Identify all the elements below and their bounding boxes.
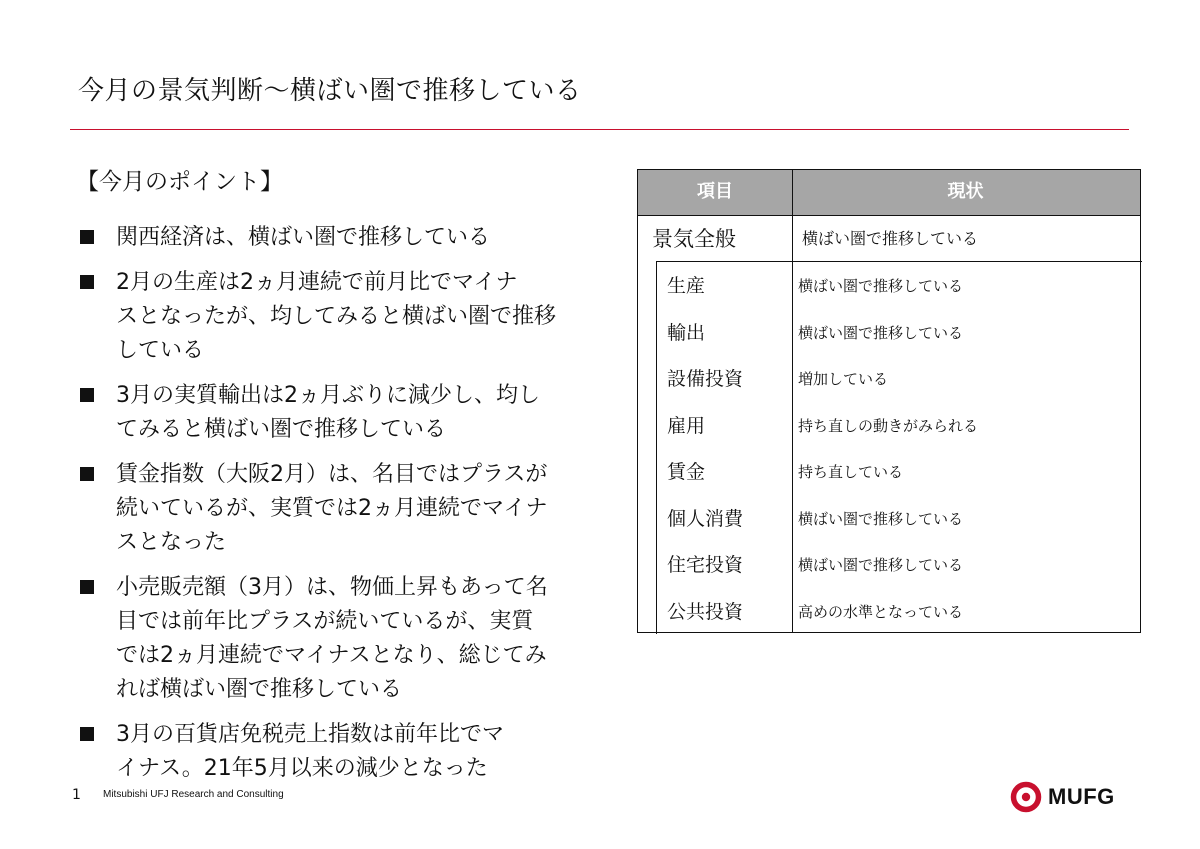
- row-status: 横ばい圏で推移している: [802, 229, 979, 248]
- bullet-text-line: 賃金指数（大阪2月）は、名目ではプラスが: [116, 462, 548, 487]
- row-label: 公共投資: [667, 600, 744, 623]
- mufg-logo: [1010, 780, 1125, 814]
- table-row: [638, 310, 1140, 357]
- square-bullet-icon: [80, 388, 94, 402]
- row-status: 横ばい圏で推移している: [798, 277, 964, 295]
- bullet-item: [80, 718, 600, 786]
- table-row: [638, 542, 1140, 589]
- table-row: [638, 356, 1140, 403]
- subitems-frame-top: [656, 261, 1142, 262]
- bullet-text-line: 3月の実質輸出は2ヵ月ぶりに減少し、均し: [116, 383, 540, 408]
- table-row-overall: [638, 216, 1140, 262]
- row-label: 賃金: [667, 461, 706, 483]
- row-label: 住宅投資: [667, 554, 744, 576]
- bullet-item: [80, 571, 600, 707]
- row-label: 景気全般: [652, 227, 736, 251]
- bullet-item: [80, 458, 600, 560]
- square-bullet-icon: [80, 580, 94, 594]
- bullet-text-line: 関西経済は、横ばい圏で推移している: [116, 225, 491, 250]
- bullet-text-line: イナス。21年5月以来の減少となった: [116, 756, 488, 781]
- bullet-text-line: てみると横ばい圏で推移している: [116, 417, 447, 442]
- points-heading: 【今月のポイント】: [76, 169, 283, 195]
- bullet-text-line: している: [116, 338, 205, 363]
- bullet-text-line: では2ヵ月連続でマイナスとなり、総じてみ: [116, 643, 547, 668]
- bullet-text-line: スとなった: [116, 530, 227, 555]
- table-row: [638, 496, 1140, 543]
- row-label: 個人消費: [667, 507, 744, 530]
- bullet-list: [80, 221, 600, 797]
- page-title: 今月の景気判断～横ばい圏で推移している: [78, 76, 582, 106]
- row-label: 設備投資: [667, 368, 744, 390]
- row-label: 輸出: [667, 321, 706, 344]
- bullet-item: [80, 379, 600, 447]
- row-status: 横ばい圏で推移している: [798, 323, 964, 342]
- row-label: 雇用: [667, 414, 706, 437]
- logo-text: MUFG: [1048, 784, 1115, 809]
- table-header: [638, 170, 1140, 216]
- bullet-text-line: 3月の百貨店免税売上指数は前年比でマ: [116, 722, 504, 747]
- row-status: 持ち直しの動きがみられる: [798, 416, 979, 435]
- table-row: [638, 589, 1140, 636]
- table-row: [638, 449, 1140, 496]
- economic-status-table: [637, 169, 1141, 633]
- row-label: 生産: [667, 275, 706, 297]
- bullet-item: [80, 221, 600, 255]
- bullet-text-line: 小売販売額（3月）は、物価上昇もあって名: [116, 575, 548, 600]
- row-status: 増加している: [798, 370, 889, 388]
- row-status: 横ばい圏で推移している: [798, 556, 964, 574]
- title-divider: [70, 129, 1129, 130]
- square-bullet-icon: [80, 275, 94, 289]
- header-item: 項目: [697, 181, 733, 202]
- company-name: Mitsubishi UFJ Research and Consulting: [103, 789, 284, 800]
- header-status: 現状: [947, 181, 984, 202]
- square-bullet-icon: [80, 727, 94, 741]
- bullet-text-line: スとなったが、均してみると横ばい圏で推移: [116, 304, 557, 329]
- table-row: [638, 263, 1140, 310]
- bullet-text-line: 続いているが、実質では2ヵ月連続でマイナ: [116, 496, 548, 521]
- bullet-item: [80, 266, 600, 368]
- square-bullet-icon: [80, 230, 94, 244]
- row-status: 横ばい圏で推移している: [798, 509, 964, 528]
- row-status: 高めの水準となっている: [798, 602, 964, 621]
- mufg-ring-icon: [1010, 781, 1042, 813]
- page-number: 1: [72, 787, 81, 803]
- row-status: 持ち直している: [798, 463, 904, 481]
- bullet-text-line: れば横ばい圏で推移している: [116, 677, 403, 702]
- square-bullet-icon: [80, 467, 94, 481]
- bullet-text-line: 目では前年比プラスが続いているが、実質: [116, 609, 534, 634]
- bullet-text-line: 2月の生産は2ヵ月連続で前月比でマイナ: [116, 270, 518, 295]
- table-row: [638, 403, 1140, 450]
